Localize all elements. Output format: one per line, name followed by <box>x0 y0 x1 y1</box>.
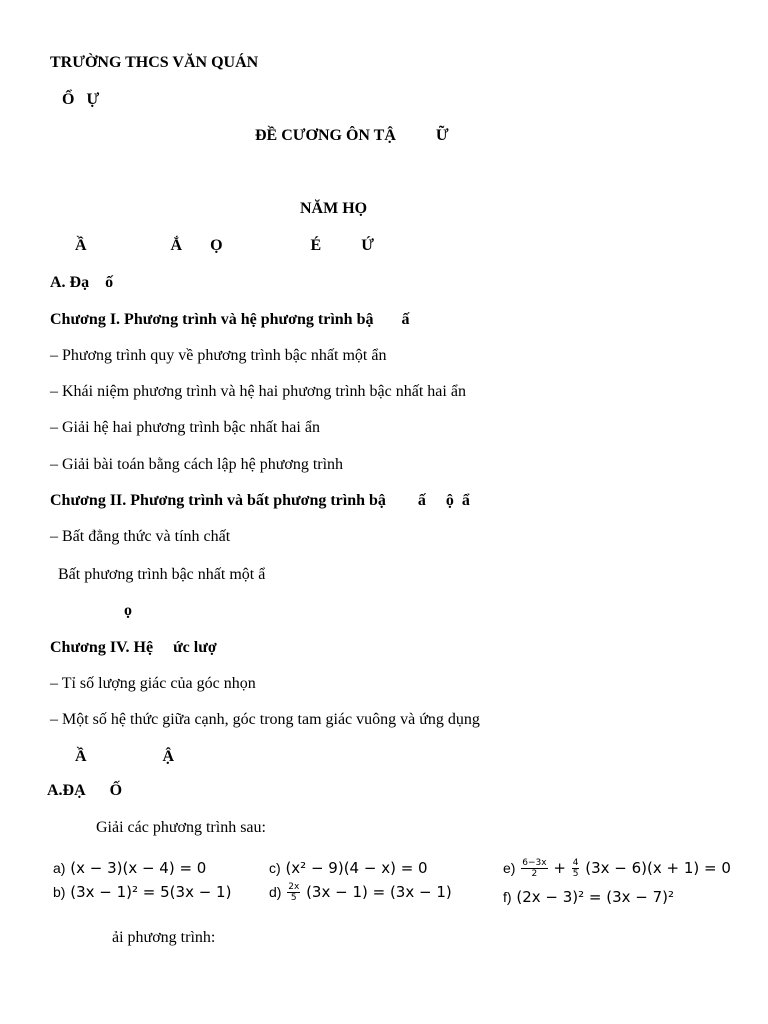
exercise-2-prompt: ải phương trình: <box>112 929 216 946</box>
chapter-1-item: – Khái niệm phương trình và hệ hai phương trình bậc nhất hai ẩn <box>50 383 466 400</box>
chapter-2-title: Chương II. Phương trình và bất phương trình bậ ấ ộ ẩ <box>50 492 470 509</box>
part-heading: Ầ Ắ Ọ É Ứ <box>75 237 374 254</box>
fraction <box>287 882 300 903</box>
chapter-4-item: – Tỉ số lượng giác của góc nhọn <box>50 675 256 692</box>
equation-expr: (x − 3)(x − 4) = 0 <box>70 859 207 877</box>
equation-f <box>503 887 674 907</box>
chapter-2-item: – Bất đẳng thức và tính chất <box>50 528 231 545</box>
equation-expr: (3x − 1) = (3x − 1) <box>306 883 452 901</box>
equation-d <box>269 882 452 903</box>
school-year: NĂM HỌ <box>300 200 368 217</box>
plus-sign: + <box>553 859 566 877</box>
chapter-1-item: – Giải bài toán bằng cách lập hệ phương trình <box>50 456 344 473</box>
equation-label: c) <box>269 860 281 876</box>
document-title: ĐỀ CƯƠNG ÔN TẬ Ữ <box>255 127 449 144</box>
chapter-4-title: Chương IV. Hệ ức lượ <box>50 639 217 656</box>
equation-label: f) <box>503 889 512 905</box>
equation-e <box>503 858 731 879</box>
equation-expr: (3x − 6)(x + 1) = 0 <box>585 859 731 877</box>
equation-label: b) <box>53 884 66 900</box>
section-a-title-2: A.ĐẠ Ố <box>47 782 123 799</box>
chapter-2-item: Bất phương trình bậc nhất một ẩ <box>50 566 266 583</box>
fraction-denominator: 5 <box>290 893 297 903</box>
equation-b <box>53 882 231 902</box>
fraction-denominator: 2 <box>531 869 538 879</box>
school-name: TRƯỜNG THCS VĂN QUÁN <box>50 54 259 71</box>
fraction-denominator: 5 <box>572 869 579 879</box>
part-2-heading: Ầ Ậ <box>75 748 175 765</box>
chapter-4-item: – Một số hệ thức giữa cạnh, góc trong tam giác vuông và ứng dụng <box>50 711 480 728</box>
section-a-title: A. Đạ ố <box>50 274 114 291</box>
chapter-1-item: – Giải hệ hai phương trình bậc nhất hai ẩn <box>50 419 320 436</box>
fraction-numerator: 6−3x <box>522 858 547 868</box>
chapter-1-item: – Phương trình quy về phương trình bậc nhất một ẩn <box>50 347 387 364</box>
equation-expr: (3x − 1)² = 5(3x − 1) <box>70 883 232 901</box>
fraction-numerator: 4 <box>572 858 579 868</box>
fraction <box>521 858 547 879</box>
exercise-1-prompt: Giải các phương trình sau: <box>96 819 266 836</box>
equation-label: a) <box>53 860 66 876</box>
fraction <box>572 858 580 879</box>
fraction-numerator: 2x <box>288 882 300 892</box>
equation-c <box>269 858 428 878</box>
equation-label: d) <box>269 884 282 900</box>
equation-a <box>53 858 206 878</box>
equation-expr: (2x − 3)² = (3x − 7)² <box>516 888 675 906</box>
equation-expr: (x² − 9)(4 − x) = 0 <box>285 859 428 877</box>
chapter-1-title: Chương I. Phương trình và hệ phương trình bậ ấ <box>50 311 410 328</box>
header-fragment: Ổ Ự <box>62 91 100 108</box>
text-fragment: ọ <box>124 602 132 619</box>
equation-label: e) <box>503 860 516 876</box>
